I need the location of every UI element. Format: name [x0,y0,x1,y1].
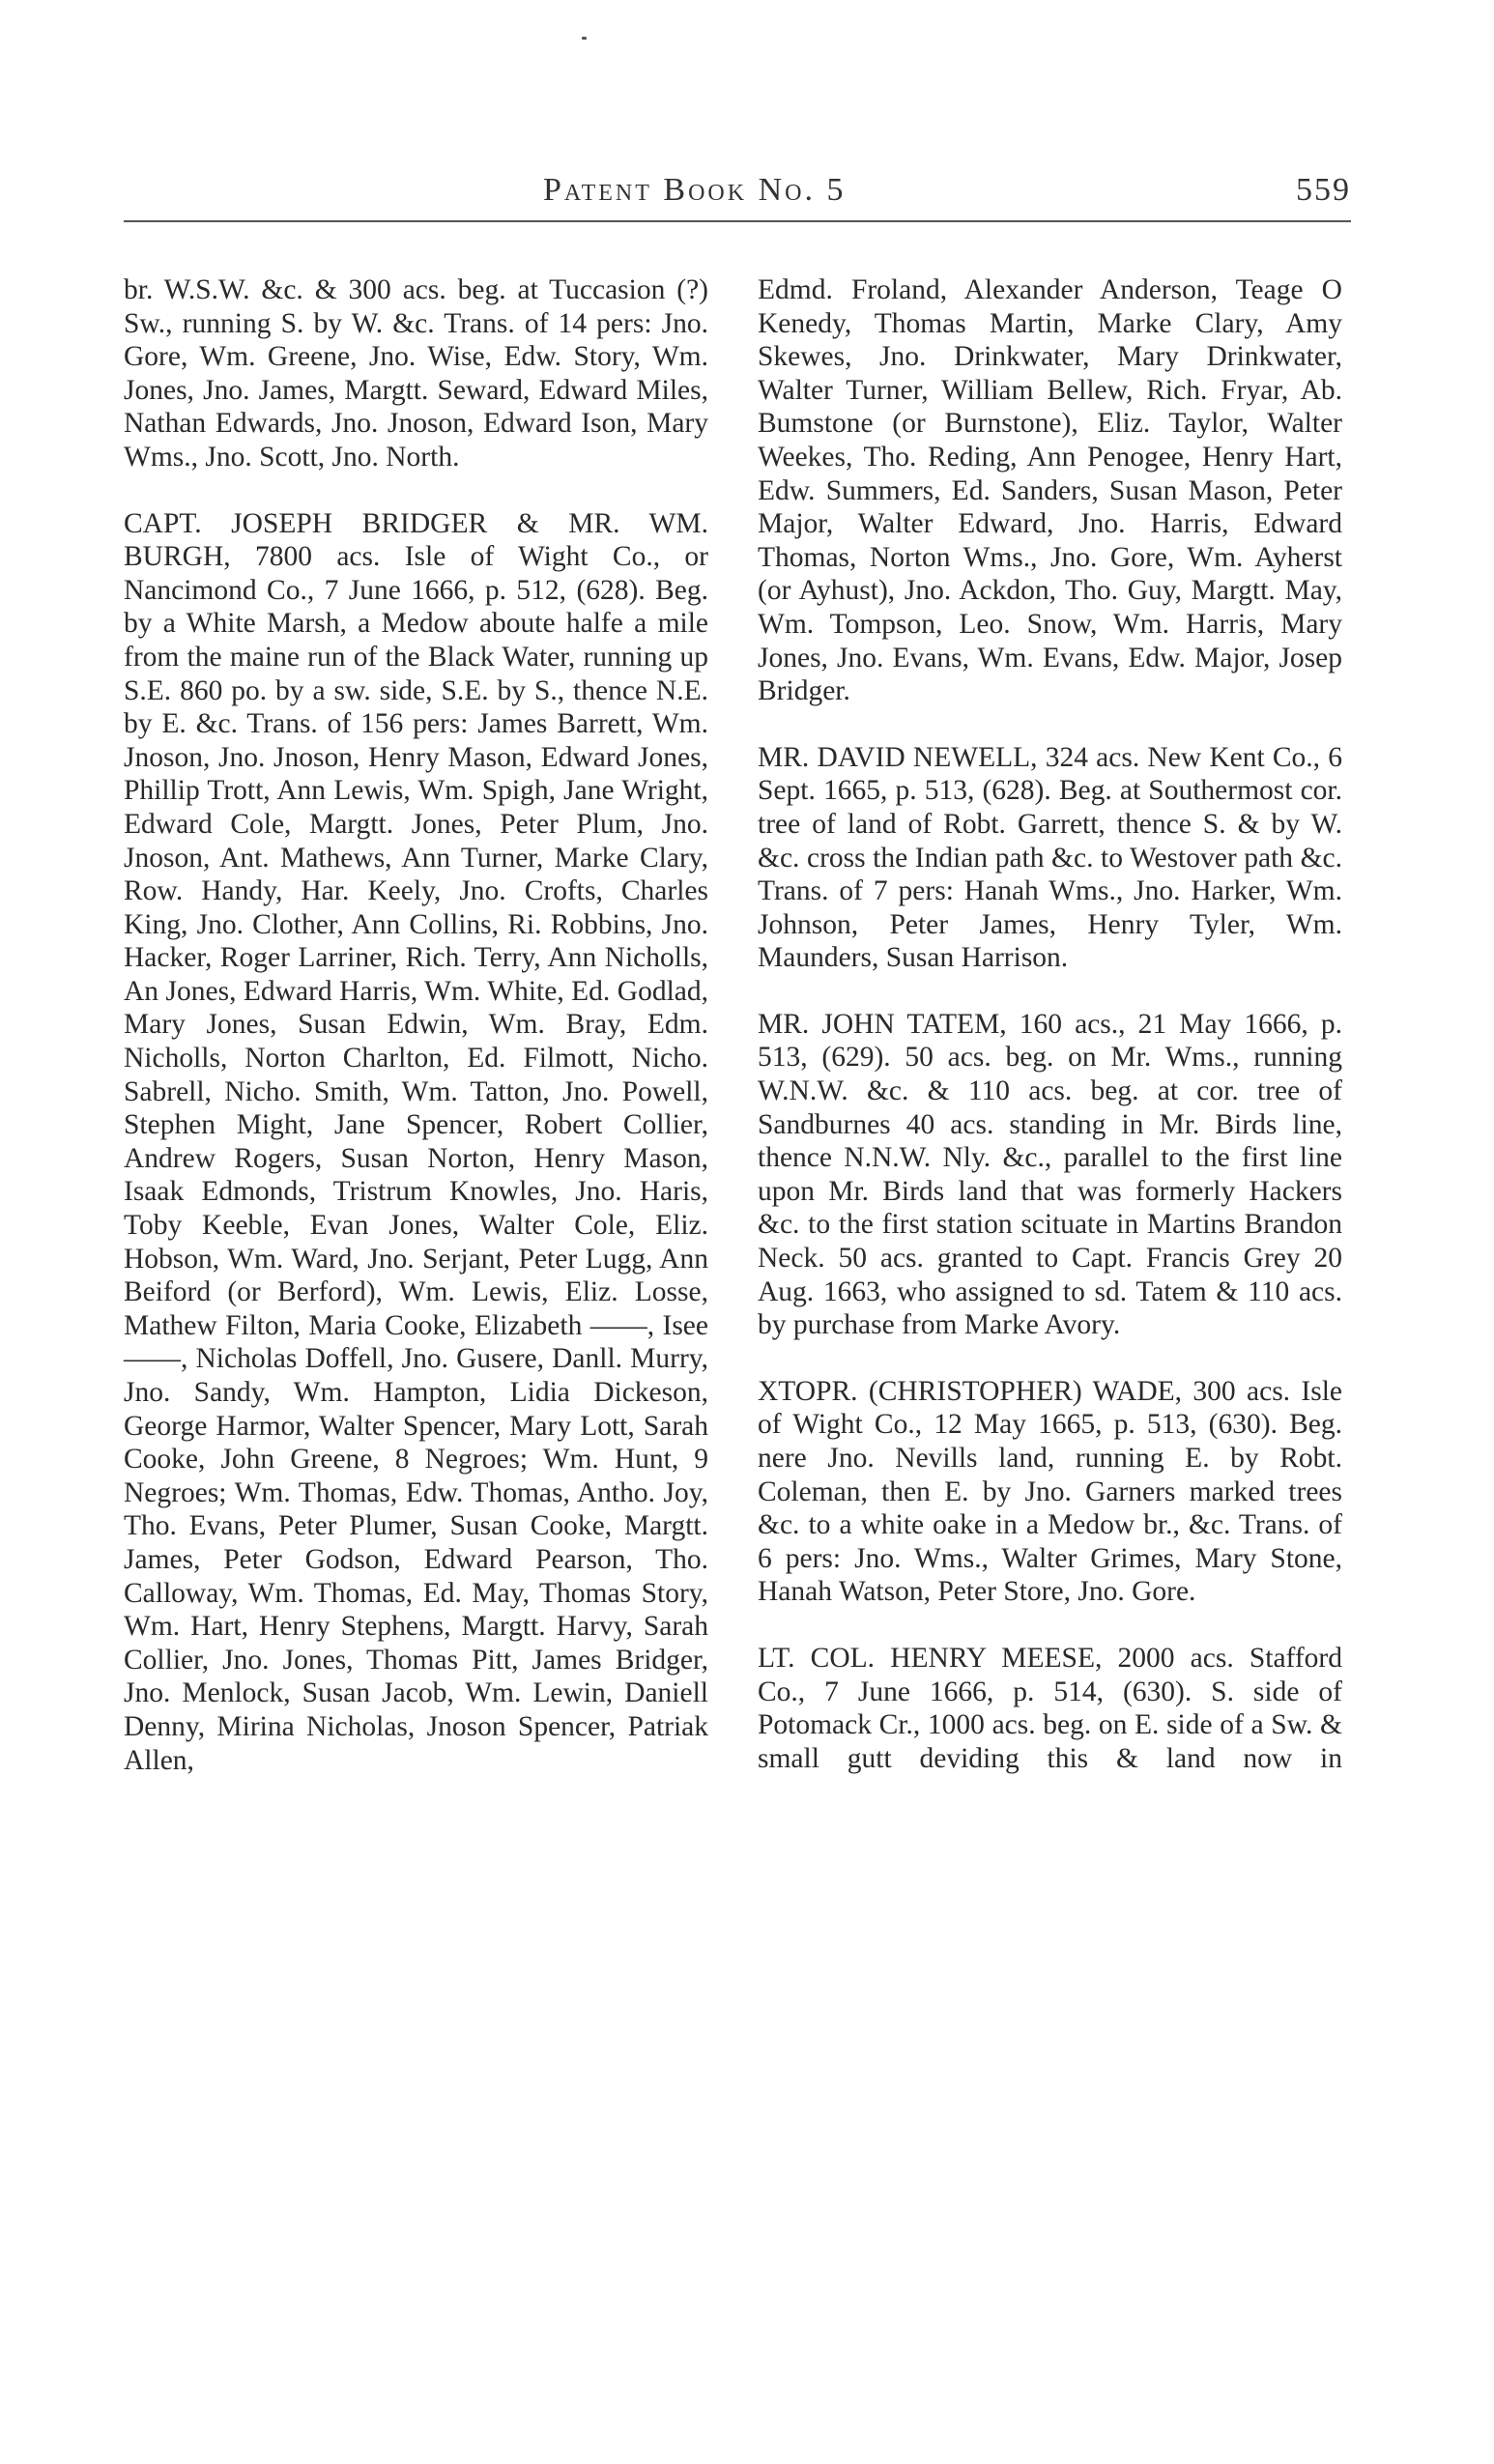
book-title: Patent Book No. 5 [543,172,847,208]
entry-continued: br. W.S.W. &c. & 300 acs. beg. at Tuccasion (?) Sw., running S. by W. &c. Trans. of 14 pers: Jno. Gore, Wm. Greene, Jno. Wise, Edw. Story, Wm. Jones, Jno. James, Margtt. Seward, Edward Miles, Nathan Edwards, Jno. Jnoson, Edward Ison, Mary Wms., Jno. Scott, Jno. North. [124,274,708,473]
entry-continued-names: Edmd. Froland, Alexander Anderson, Teage O Kenedy, Thomas Martin, Marke Clary, Amy Skewes, Jno. Drinkwater, Mary Drinkwater, Walter Turner, William Bellew, Rich. Fryar, Ab. Bumstone (or Burnstone), Eliz. Taylor, Walter Weekes, Tho. Reding, Ann Penogee, Henry Hart, Edw. Summers, Ed. Sanders, Susan Mason, Peter Major, Walter Edward, Jno. Harris, Edward Thomas, Norton Wms., Jno. Gore, Wm. Ayherst (or Ayhust), Jno. Ackdon, Tho. Guy, Margtt. May, Wm. Tompson, Leo. Snow, Wm. Harris, Mary Jones, Jno. Evans, Wm. Evans, Edw. Major, Josep Bridger. [758,274,1342,707]
entry-john-tatem: MR. JOHN TATEM, 160 acs., 21 May 1666, p. 513, (629). 50 acs. beg. on Mr. Wms., running W.N.W. &c. & 110 acs. beg. at cor. tree of Sandburnes 40 acs. standing in Mr. Birds line, thence N.N.W. Nly. &c., parallel to the first line upon Mr. Birds land that was formerly Hackers &c. to the first station scituate in Martins Brandon Neck. 50 acs. granted to Capt. Francis Grey 20 Aug. 1663, who assigned to sd. Tatem & 110 acs. by purchase from Marke Avory. [758,1008,1342,1341]
right-column [758,273,1342,1775]
left-column [124,273,708,1777]
entry-christopher-wade: XTOPR. (CHRISTOPHER) WADE, 300 acs. Isle of Wight Co., 12 May 1665, p. 513, (630). Beg. nere Jno. Nevills land, running E. by Robt. Coleman, then E. by Jno. Garners marked trees &c. to a white oake in a Medow br., &c. Trans. of 6 pers: Jno. Wms., Walter Grimes, Mary Stone, Hanah Watson, Peter Store, Jno. Gore. [758,1375,1342,1608]
entry-bridger-burgh: CAPT. JOSEPH BRIDGER & MR. WM. BURGH, 7800 acs. Isle of Wight Co., or Nancimond Co., 7 June 1666, p. 512, (628). Beg. by a White Marsh, a Medow aboute halfe a mile from the maine run of the Black Water, running up S.E. 860 po. by a sw. side, S.E. by S., thence N.E. by E. &c. Trans. of 156 pers: James Barrett, Wm. Jnoson, Jno. Jnoson, Henry Mason, Edward Jones, Phillip Trott, Ann Lewis, Wm. Spigh, Jane Wright, Edward Cole, Margtt. Jones, Peter Plum, Jno. Jnoson, Ant. Mathews, Ann Turner, Marke Clary, Row. Handy, Har. Keely, Jno. Crofts, Charles King, Jno. Clother, Ann Collins, Ri. Robbins, Jno. Hacker, Roger Larriner, Rich. Terry, Ann Nicholls, An Jones, Edward Harris, Wm. White, Ed. Godlad, Mary Jones, Susan Edwin, Wm. Bray, Edm. Nicholls, Norton Charlton, Ed. Filmott, Nicho. Sabrell, Nicho. Smith, Wm. Tatton, Jno. Powell, Stephen Might, Jane Spencer, Robert Collier, Andrew Rogers, Susan Norton, Henry Mason, Isaak Edmonds, Tristrum Knowles, Jno. Haris, Toby Keeble, Evan Jones, Walter Cole, Eliz. Hobson, Wm. Ward, Jno. Serjant, Peter Lugg, Ann Beiford (or Berford), Wm. Lewis, Eliz. Losse, Mathew Filton, Maria Cooke, Elizabeth ——, Isee ——, Nicholas Doffell, Jno. Gusere, Danll. Murry, Jno. Sandy, Wm. Hampton, Lidia Dickeson, George Harmor, Walter Spencer, Mary Lott, Sarah Cooke, John Greene, 8 Negroes; Wm. Hunt, 9 Negroes; Wm. Thomas, Edw. Thomas, Antho. Joy, Tho. Evans, Peter Plumer, Susan Cooke, Margtt. James, Peter Godson, Edward Pearson, Tho. Calloway, Wm. Thomas, Ed. May, Thomas Story, Wm. Hart, Henry Stephens, Margtt. Harvy, Sarah Collier, Jno. Jones, Thomas Pitt, James Bridger, Jno. Menlock, Susan Jacob, Wm. Lewin, Daniell Denny, Mirina Nicholas, Jnoson Spencer, Patriak Allen, [124,507,708,1776]
entry-david-newell: MR. DAVID NEWELL, 324 acs. New Kent Co., 6 Sept. 1665, p. 513, (628). Beg. at Southermost cor. tree of land of Robt. Garrett, thence S. & by W. &c. cross the Indian path &c. to Westover path &c. Trans. of 7 pers: Hanah Wms., Jno. Harker, Wm. Johnson, Peter James, Henry Tyler, Wm. Maunders, Susan Harrison. [758,741,1342,974]
running-head [124,172,1351,218]
scan-speck [582,37,587,40]
page-number: 559 [1296,172,1351,208]
header-rule [124,220,1351,222]
entry-henry-meese: LT. COL. HENRY MEESE, 2000 acs. Stafford Co., 7 June 1666, p. 514, (630). S. side of Potomack Cr., 1000 acs. beg. on E. side of a Sw. & small gutt deviding this & land now in [758,1642,1342,1774]
